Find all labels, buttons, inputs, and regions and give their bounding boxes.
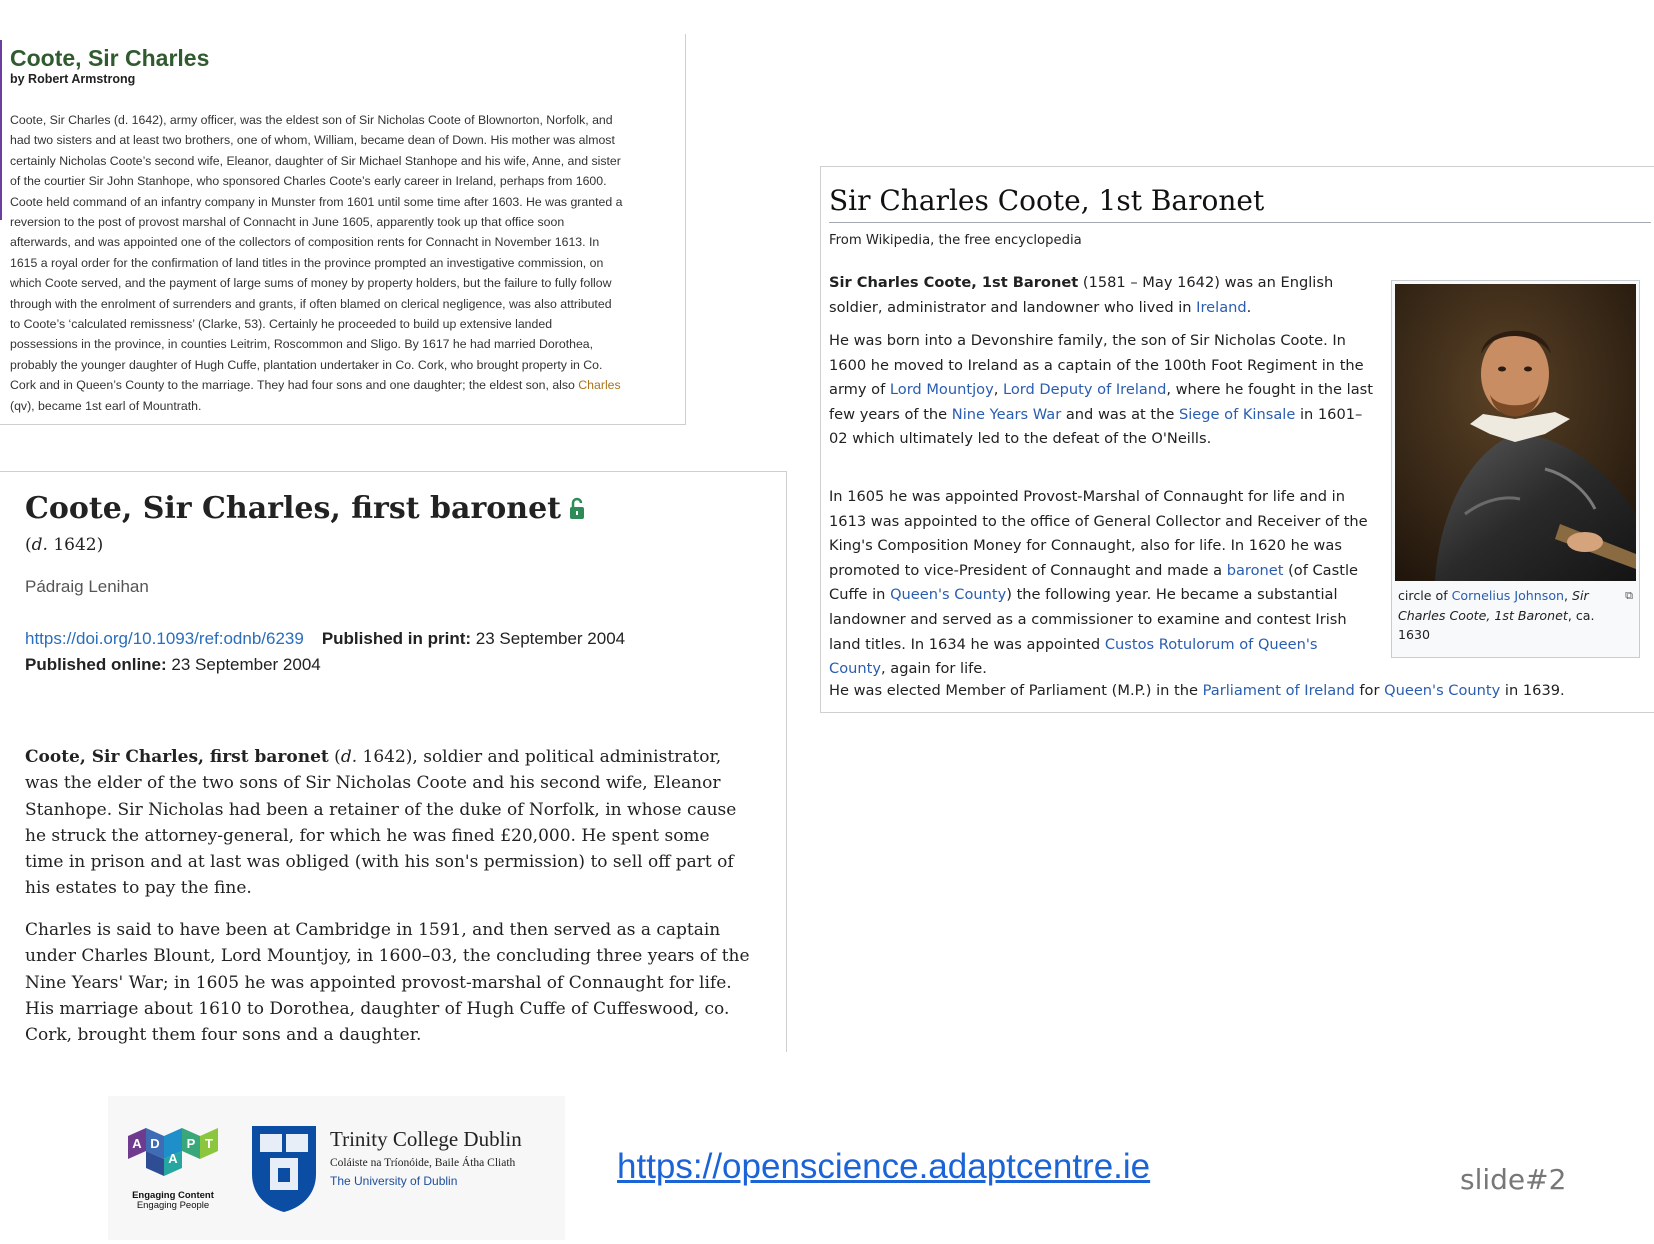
odnb-paragraph-1: [25, 744, 753, 902]
dib-line: reversion to the post of provost marshal of Connacht in June 1605, apparently took up that office soon: [10, 215, 565, 230]
wiki-paragraph-4: [829, 682, 1565, 699]
adapt-letter: A: [132, 1136, 142, 1151]
wiki-title-rule: [829, 222, 1651, 223]
dib-byline: by Robert Armstrong: [10, 72, 136, 86]
odnb-print-label: Published in print:: [321, 629, 472, 648]
wiki-text: ,: [993, 381, 1003, 399]
odnb-online-date: 23 September 2004: [166, 655, 321, 674]
odnb-dates-d: d.: [31, 535, 48, 555]
wiki-text: (1581 – May 1642) was an English soldier, administrator and landowner who lived in: [829, 274, 1334, 316]
odnb-meta-online: [25, 655, 321, 675]
dib-line: of the courtier Sir John Stanhope, who sponsored Charles Coote’s early career in Ireland, perhaps from 1600.: [10, 174, 607, 189]
dib-line: Coote held command of an infantry company in Munster from 1601 until some time after 1603. He was granted a: [10, 194, 623, 209]
wiki-text: In 1605 he was appointed Provost-Marshal of Connaught for life and in 1613 was appointed to the office of General Collector and Receiver of the King's Composition Money for Connaught, also for life. In 1620 he was promoted to vice-President of Connaught and made a: [829, 488, 1368, 579]
dib-line: which Coote served, and the payment of large sums of money by property holders, but the failure to fully follow: [10, 276, 612, 291]
wikipedia-article-panel: [820, 166, 1654, 713]
wiki-link-nine-years-war[interactable]: Nine Years War: [951, 405, 1062, 423]
dib-accent-bar: [0, 40, 2, 220]
odnb-meta-print: [25, 629, 625, 649]
wiki-text: in 1601–02 which ultimately led to the defeat of the O'Neills.: [829, 405, 1363, 448]
dib-title: Coote, Sir Charles: [10, 45, 210, 71]
odnb-entry-panel: [0, 471, 787, 1052]
adapt-tagline-2: Engaging People: [136, 1200, 210, 1211]
odnb-para1-d: d.: [340, 747, 358, 767]
adapt-logo: [128, 1128, 218, 1211]
wiki-link-siege-of-kinsale[interactable]: Siege of Kinsale: [1178, 405, 1296, 423]
tcd-crest-icon: [252, 1126, 316, 1212]
adapt-letter: A: [168, 1151, 178, 1166]
dib-line: 1615 a royal order for the confirmation of land titles in the province prompted an investigative commission, on: [10, 255, 604, 270]
enlarge-icon[interactable]: ⧉: [1625, 589, 1633, 602]
adapt-letter: T: [205, 1136, 213, 1151]
partner-logos: [108, 1096, 565, 1240]
caption-text: , ca. 1630: [1398, 607, 1595, 642]
odnb-online-label: Published online:: [25, 655, 167, 674]
dib-line: probably the younger daughter of Hugh Cuffe, plantation undertaker in Co. Cork, who brought property in Co.: [10, 357, 603, 372]
dib-line: Coote, Sir Charles (d. 1642), army officer, was the eldest son of Sir Nicholas Coote of Blownorton, Norfolk, and: [10, 113, 613, 127]
wiki-text: He was elected Member of Parliament (M.P.) in the: [829, 682, 1203, 699]
odnb-print-date: 23 September 2004: [471, 629, 626, 648]
dib-line: (qv), became 1st earl of Mountrath.: [10, 398, 202, 413]
wiki-paragraph-1: [829, 271, 1374, 320]
wiki-link-queens-county[interactable]: Queen's County: [890, 586, 1007, 604]
dib-entry-panel: [0, 34, 686, 425]
odnb-doi-link[interactable]: https://doi.org/10.1093/ref:odnb/6239: [25, 629, 304, 648]
odnb-para1-bold: Coote, Sir Charles, first baronet: [25, 747, 329, 767]
adapt-tagline-1: Engaging Content: [132, 1190, 214, 1201]
wiki-link-baronet[interactable]: baronet: [1226, 561, 1284, 579]
dib-body: [10, 110, 684, 416]
wiki-paragraph-2: [829, 329, 1374, 452]
odnb-dates-year: 1642): [47, 535, 104, 555]
dib-line: to Coote’s ‘calculated remissness’ (Clarke, 53). Certainly he proceeded to build up extensive landed: [10, 317, 553, 332]
wiki-text: , where he fought in the last few years of the: [829, 381, 1373, 423]
wiki-link-lord-mountjoy[interactable]: Lord Mountjoy: [889, 381, 994, 399]
wiki-link-queens-county-2[interactable]: Queen's County: [1384, 682, 1501, 699]
dib-charles-link[interactable]: Charles: [578, 378, 621, 393]
odnb-para1-text: 1642), soldier and political administrator, was the elder of the two sons of Sir Nicholas Coote and his second wife, Eleanor Stanhope. Sir Nicholas had been a retainer of the duke of Norfolk, in whose cause he struck the attorney-general, for which he was fined £20,000. He spent some time in prison and at last was obliged (with his son's permission) to sell off part of his estates to pay the fine.: [25, 747, 737, 899]
adapt-letter: P: [186, 1136, 196, 1151]
wiki-link-cornelius-johnson[interactable]: Cornelius Johnson: [1451, 588, 1565, 603]
wiki-text: , again for life.: [880, 660, 987, 678]
wiki-text: (of Castle Cuffe in: [829, 561, 1358, 604]
wiki-text: and was at the: [1061, 405, 1179, 423]
tcd-university: The University of Dublin: [330, 1174, 458, 1188]
wiki-text: ) the following year. He became a substantial landowner and served as a commissioner to examine and contest Irish land titles. In 1634 he was appointed: [829, 586, 1347, 653]
wiki-link-custos-rotulorum[interactable]: Custos Rotulorum of Queen's County: [829, 635, 1318, 678]
wiki-text: .: [1246, 298, 1252, 316]
open-access-lock-icon: [569, 493, 585, 528]
odnb-para1-open: (: [328, 747, 341, 767]
wiki-from-line: From Wikipedia, the free encyclopedia: [829, 233, 1082, 248]
wiki-link-ireland[interactable]: Ireland: [1196, 298, 1247, 316]
tcd-name: Trinity College Dublin: [330, 1127, 522, 1151]
dib-line-text: Cork and in Queen’s County to the marriage. They had four sons and one daughter; the eldest son, also: [10, 378, 579, 393]
wiki-text: for: [1354, 682, 1385, 699]
odnb-author: Pádraig Lenihan: [25, 577, 149, 596]
portrait-image[interactable]: [1395, 284, 1636, 581]
slide-number: slide#2: [1460, 1163, 1567, 1196]
caption-title: Sir Charles Coote, 1st Baronet: [1398, 588, 1589, 623]
odnb-dates: [25, 535, 103, 555]
dib-line: afterwards, and was appointed one of the collectors of composition rents for Connacht in November 1613. In: [10, 235, 600, 250]
wiki-lead-bold: Sir Charles Coote, 1st Baronet: [829, 274, 1079, 291]
dib-line: [10, 375, 684, 395]
dib-line: through with the enrolment of surrenders and grants, if often blamed on clerical negligence, was also attributed: [10, 296, 612, 311]
caption-text: ,: [1564, 588, 1573, 603]
odnb-title-text: Coote, Sir Charles, first baronet: [25, 491, 562, 526]
tcd-irish-name: Coláiste na Tríonóide, Baile Átha Cliath: [330, 1157, 516, 1169]
adapt-letter: D: [150, 1136, 160, 1151]
dib-line: possessions in the province, in counties Leitrim, Roscommon and Sligo. By 1617 he had married Dorothea,: [10, 337, 594, 352]
wiki-link-parliament-of-ireland[interactable]: Parliament of Ireland: [1202, 682, 1355, 699]
caption-text: circle of: [1398, 588, 1452, 603]
odnb-dates-open: (: [25, 535, 32, 555]
wiki-text: He was born into a Devonshire family, the son of Sir Nicholas Coote. In 1600 he moved to Ireland as a captain of the 100th Foot Regiment in the army of: [829, 332, 1364, 399]
odnb-paragraph-2: Charles is said to have been at Cambridge in 1591, and then served as a captain under Charles Blount, Lord Mountjoy, in 1600–03, the concluding three years of the Nine Years' War; in 1605 he was appointed provost-marshal of Connaught for life. His marriage about 1610 to Dorothea, daughter of Hugh Cuffe of Cuffeswood, co. Cork, brought them four sons and a daughter.: [25, 920, 750, 1046]
footer-logos: [108, 1096, 565, 1240]
dib-line: certainly Nicholas Coote’s second wife, Eleanor, daughter of Sir Michael Stanhope and his wife, Anne, and sister: [10, 153, 621, 168]
wiki-text: in 1639.: [1500, 682, 1565, 699]
dib-line: had two sisters and at least two brothers, one of whom, William, became dean of Down. His mother was almost: [10, 133, 615, 148]
wiki-paragraph-3: [829, 485, 1374, 682]
odnb-title: [25, 491, 585, 528]
wiki-link-lord-deputy[interactable]: Lord Deputy of Ireland: [1002, 381, 1167, 399]
wiki-title: Sir Charles Coote, 1st Baronet: [829, 184, 1265, 217]
open-science-url-link[interactable]: https://openscience.adaptcentre.ie: [617, 1147, 1151, 1186]
wiki-portrait-thumbnail: [1391, 280, 1640, 658]
wiki-portrait-caption: [1398, 586, 1616, 645]
